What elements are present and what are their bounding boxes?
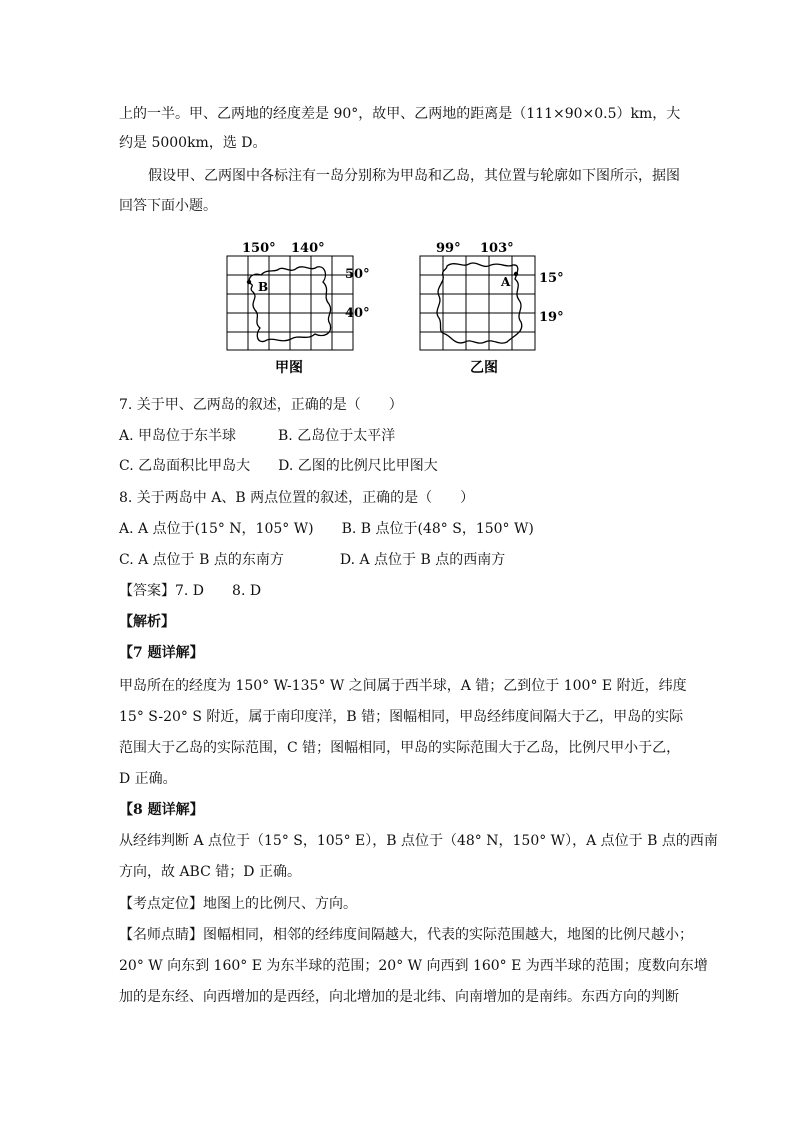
map2-lat-bottom: 19° [539, 310, 564, 325]
map2-caption: 乙图 [470, 360, 498, 376]
text-line: 范围大于乙岛的实际范围，C 错；图幅相同，甲岛的实际范围大于乙岛，比例尺甲小于乙， [119, 740, 681, 756]
text-line: 加的是东经、向西增加的是西经，向北增加的是北纬、向南增加的是南纬。东西方向的判断 [119, 989, 679, 1005]
question-7: 7. 关于甲、乙两岛的叙述，正确的是（ ） [119, 397, 403, 413]
map-figure-svg [215, 238, 585, 378]
point-b-marker [247, 280, 251, 284]
text-line: 甲岛所在的经度为 150° W-135° W 之间属于西半球，A 错；乙到位于 100° E 附近，纬度 [119, 678, 687, 694]
question-8-options-cd: C. A 点位于 B 点的东南方 D. A 点位于 B 点的西南方 [119, 552, 506, 568]
map1-lon-left: 150° [242, 241, 276, 256]
text-line: 上的一半。甲、乙两地的经度差是 90°，故甲、乙两地的距离是（111×90×0.5）km，大 [119, 106, 681, 122]
map2-lon-left: 99° [436, 241, 461, 256]
map-figure [215, 238, 585, 378]
map2-lon-right: 103° [480, 241, 514, 256]
text-line: 15° S-20° S 附近，属于南印度洋，B 错；图幅相同，甲岛经纬度间隔大于乙，甲岛的实际 [119, 709, 684, 725]
map1-lon-right: 140° [291, 241, 325, 256]
map2-lat-top: 15° [539, 271, 564, 286]
question-7-options-cd: C. 乙岛面积比甲岛大 D. 乙图的比例尺比甲图大 [119, 458, 438, 474]
point-a-marker [514, 272, 518, 276]
question-7-options-ab: A. 甲岛位于东半球 B. 乙岛位于太平洋 [119, 428, 396, 444]
point-b-label: B [258, 280, 269, 294]
text-line: D 正确。 [119, 771, 177, 787]
text-line: 20° W 向东到 160° E 为东半球的范围；20° W 向西到 160° E 为西半球的范围；度数向东增 [119, 958, 708, 974]
analysis-heading: 【解析】 [119, 614, 175, 630]
text-line: 方向，故 ABC 错；D 正确。 [119, 864, 301, 880]
map1-lat-top: 50° [345, 267, 370, 282]
answer-line: 【答案】7. D 8. D [119, 583, 262, 599]
q7-detail-heading: 【7 题详解】 [119, 645, 204, 661]
point-a-label: A [501, 275, 511, 289]
text-line: 从经纬判断 A 点位于（15° S，105° E），B 点位于（48° N，150° W），A 点位于 B 点的西南 [119, 833, 718, 849]
text-line: 回答下面小题。 [119, 198, 217, 214]
question-8: 8. 关于两岛中 A、B 两点位置的叙述，正确的是（ ） [119, 490, 475, 506]
text-line: 假设甲、乙两图中各标注有一岛分别称为甲岛和乙岛，其位置与轮廓如下图所示，据图 [148, 168, 680, 184]
map1-caption: 甲图 [275, 360, 303, 376]
map1-lat-bottom: 40° [345, 306, 370, 321]
key-point-line: 【考点定位】地图上的比例尺、方向。 [119, 896, 357, 912]
text-line: 约是 5000km，选 D。 [119, 135, 267, 151]
q8-detail-heading: 【8 题详解】 [119, 802, 204, 818]
question-8-options-ab: A. A 点位于(15° N，105° W) B. B 点位于(48° S，150° W) [119, 521, 534, 537]
text-line: 【名师点睛】图幅相同，相邻的经纬度间隔越大，代表的实际范围越大，地图的比例尺越小； [119, 927, 693, 943]
